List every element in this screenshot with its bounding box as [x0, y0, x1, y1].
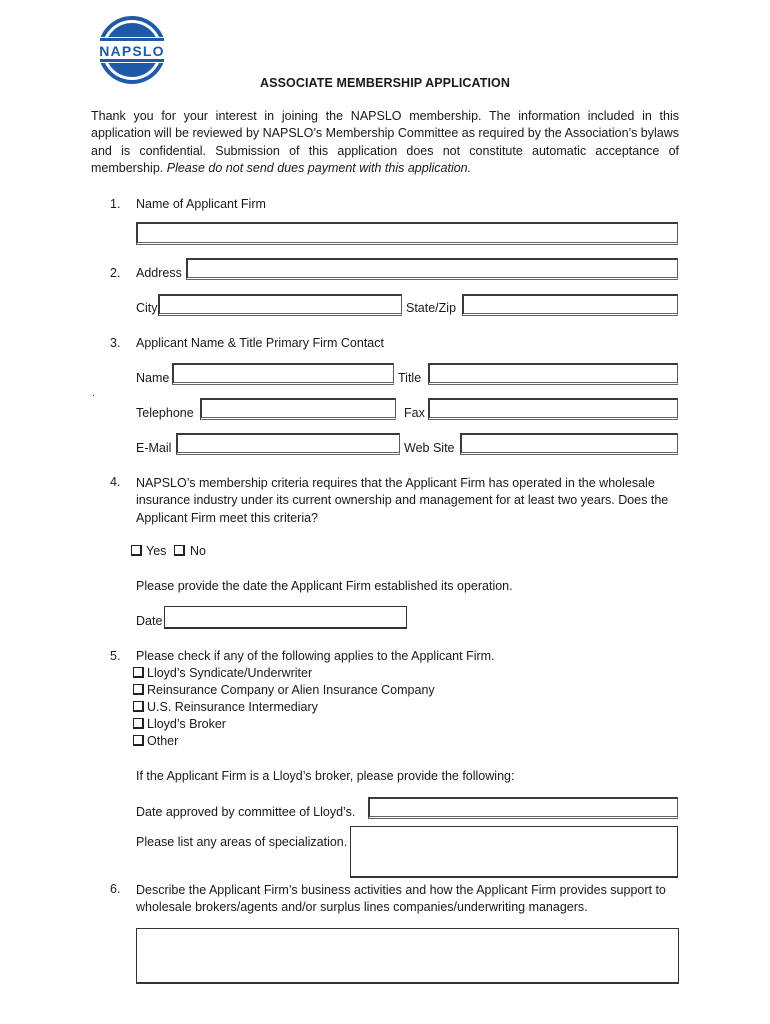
option-lloyds-broker: Lloyd’s Broker — [147, 717, 226, 731]
date-approved-label: Date approved by committee of Lloyd’s. — [136, 805, 356, 819]
intro-paragraph — [91, 108, 679, 178]
q5-number: 5. — [110, 649, 121, 663]
q4-question-text: NAPSLO’s membership criteria requires that the Applicant Firm has operated in the wholesale insurance industry under its current ownership and management for at least two years. Does the Applicant Firm meet this criteria? — [136, 476, 669, 525]
q4-number: 4. — [110, 475, 121, 489]
website-input[interactable] — [460, 433, 678, 455]
establishment-date-prompt: Please provide the date the Applicant Firm established its operation. — [136, 579, 513, 593]
email-input[interactable] — [176, 433, 400, 455]
contact-title-input[interactable] — [428, 363, 678, 385]
fax-input[interactable] — [428, 398, 678, 420]
page-title: ASSOCIATE MEMBERSHIP APPLICATION — [260, 76, 510, 90]
stray-mark: . — [92, 388, 95, 399]
yes-checkbox[interactable] — [131, 545, 142, 556]
telephone-input[interactable] — [200, 398, 396, 420]
yes-label: Yes — [146, 544, 167, 558]
us-reinsurance-intermediary-checkbox[interactable] — [133, 701, 144, 712]
address-input[interactable] — [186, 258, 678, 280]
state-zip-input[interactable] — [462, 294, 678, 316]
business-activities-textarea[interactable] — [136, 928, 679, 984]
contact-name-input[interactable] — [172, 363, 394, 385]
lloyds-syndicate-checkbox[interactable] — [133, 667, 144, 678]
option-reinsurance-company: Reinsurance Company or Alien Insurance Company — [147, 683, 435, 697]
q1-label: Name of Applicant Firm — [136, 197, 266, 211]
address-label: Address — [136, 266, 182, 280]
specialization-textarea[interactable] — [350, 826, 678, 878]
option-other: Other — [147, 734, 179, 748]
city-label: City — [136, 301, 158, 315]
q6-question-text: Describe the Applicant Firm’s business activities and how the Applicant Firm provides support to wholesale brokers/agents and/or surplus lines companies/underwriting managers. — [136, 883, 666, 915]
name-label: Name — [136, 371, 170, 385]
no-checkbox[interactable] — [174, 545, 185, 556]
telephone-label: Telephone — [136, 406, 194, 420]
q3-number: 3. — [110, 336, 121, 350]
logo-text: NAPSLO — [99, 43, 165, 59]
lloyds-broker-checkbox[interactable] — [133, 718, 144, 729]
intro-italic-note: Please do not send dues payment with this application. — [166, 161, 472, 176]
q3-heading: Applicant Name & Title Primary Firm Contact — [136, 336, 384, 350]
option-us-reinsurance-intermediary: U.S. Reinsurance Intermediary — [147, 700, 318, 714]
email-label: E-Mail — [136, 441, 172, 455]
lloyds-broker-prompt: If the Applicant Firm is a Lloyd’s broker, please provide the following: — [136, 769, 515, 783]
title-label: Title — [398, 371, 422, 385]
option-lloyds-syndicate: Lloyd’s Syndicate/Underwriter — [147, 666, 313, 680]
website-label: Web Site — [404, 441, 455, 455]
fax-label: Fax — [404, 406, 425, 420]
no-label: No — [190, 544, 206, 558]
city-input[interactable] — [158, 294, 402, 316]
q5-question-text: Please check if any of the following applies to the Applicant Firm. — [136, 649, 495, 663]
reinsurance-company-checkbox[interactable] — [133, 684, 144, 695]
q2-number: 2. — [110, 266, 121, 280]
date-approved-input[interactable] — [368, 797, 678, 819]
other-checkbox[interactable] — [133, 735, 144, 746]
intro-text: Thank you for your interest in joining the NAPSLO membership. The information included in this application will be reviewed by NAPSLO’s Membership Committee as required by the Association’s bylaws and is confidential. Submission of this application does not constitute automatic acceptance of membership. — [91, 109, 680, 176]
specialization-label: Please list any areas of specialization. — [136, 835, 348, 849]
date-label: Date — [136, 614, 163, 628]
q1-number: 1. — [110, 197, 121, 211]
state-zip-label: State/Zip — [406, 301, 457, 315]
establishment-date-input[interactable] — [164, 606, 407, 629]
applicant-firm-name-input[interactable] — [136, 222, 678, 245]
q6-number: 6. — [110, 882, 121, 896]
